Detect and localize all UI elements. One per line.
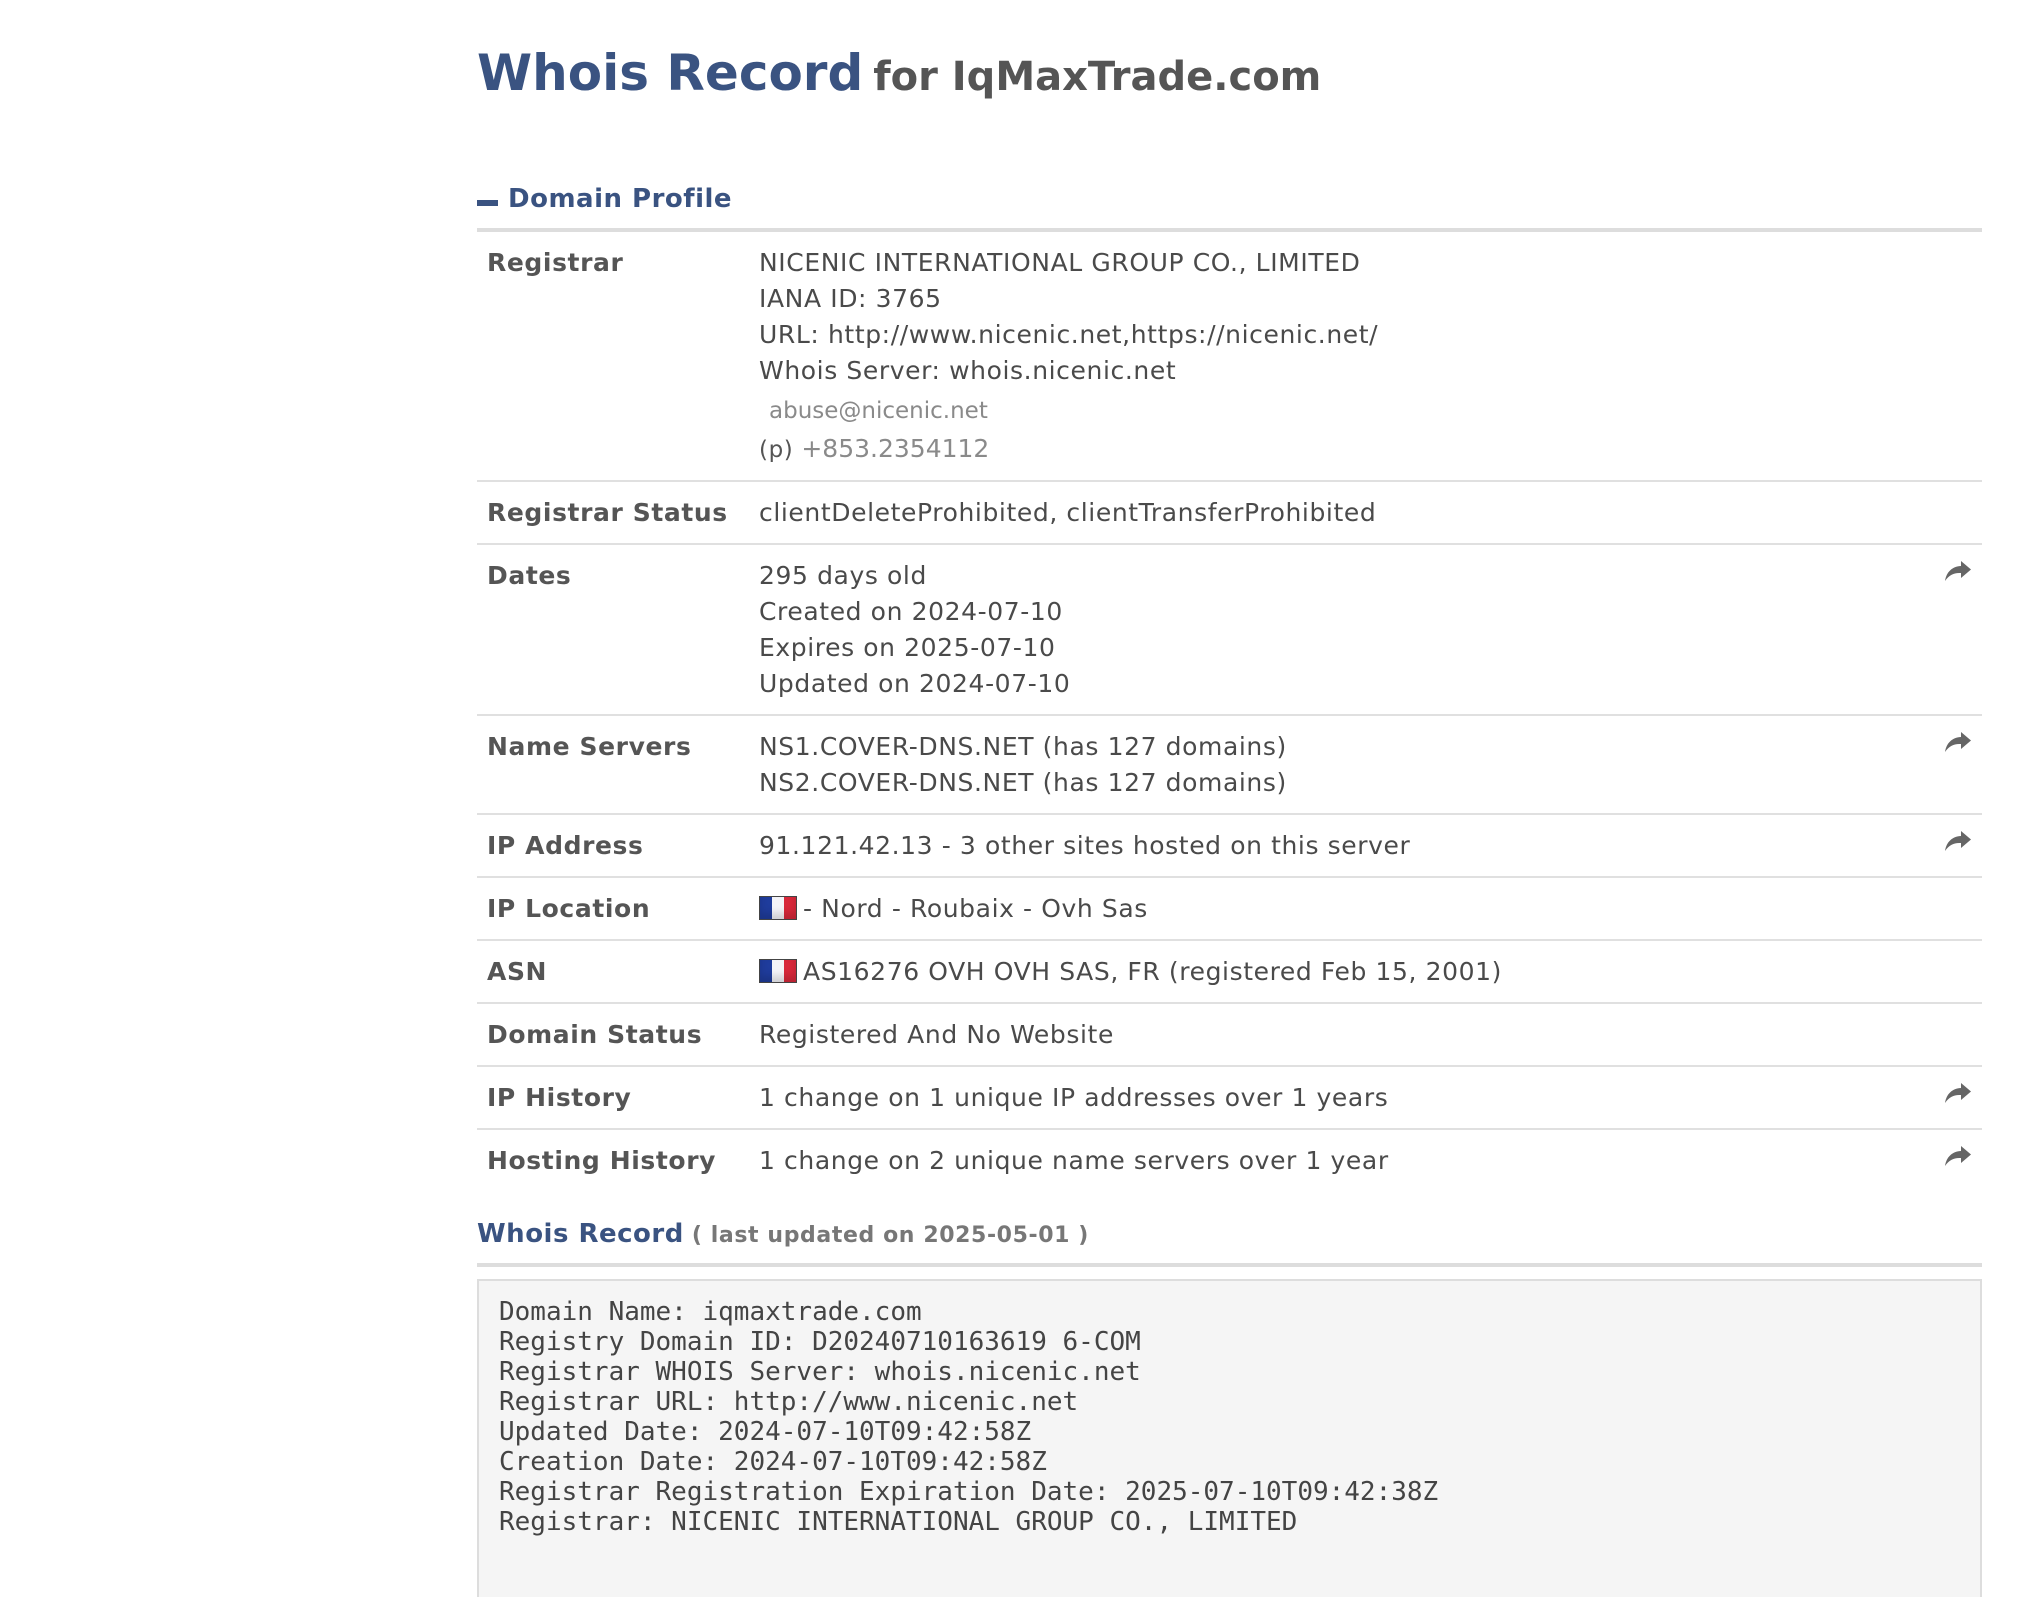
registrar-phone: +853.2354112 (801, 434, 990, 463)
ip-address-row (477, 814, 1982, 877)
raw-line-registry-domain-id: Registry Domain ID: D20240710163619 6-COM (499, 1327, 1141, 1357)
dates-row (477, 544, 1982, 715)
registrar-status-row (477, 481, 1982, 544)
dates-label: Dates (477, 544, 749, 715)
domain-status-row (477, 1003, 1982, 1066)
raw-line-registrar-whois-server: Registrar WHOIS Server: whois.nicenic.net (499, 1357, 1141, 1387)
france-flag-icon (759, 896, 797, 920)
registrar-row (477, 232, 1982, 481)
page-title-main: Whois Record (477, 44, 864, 102)
asn-row (477, 940, 1982, 1003)
asn-value (749, 940, 1922, 1003)
ip-address-label: IP Address (477, 814, 749, 877)
page-title (477, 44, 1982, 120)
asn-text: AS16276 OVH OVH SAS, FR (registered Feb 15, 2001) (803, 957, 1503, 986)
name-server-1: NS1.COVER-DNS.NET (has 127 domains) (759, 732, 1287, 761)
whois-page (477, 44, 1982, 1597)
name-server-2: NS2.COVER-DNS.NET (has 127 domains) (759, 768, 1287, 797)
raw-line-creation-date: Creation Date: 2024-07-10T09:42:58Z (499, 1447, 1047, 1477)
expires-date: Expires on 2025-07-10 (759, 633, 1056, 662)
registrar-abuse-email: abuse@nicenic.net (769, 398, 988, 424)
ip-location-text: - Nord - Roubaix - Ovh Sas (803, 894, 1148, 923)
hosting-history-label: Hosting History (487, 1146, 717, 1175)
domain-profile-toggle[interactable] (477, 184, 1982, 232)
created-date: Created on 2024-07-10 (759, 597, 1063, 626)
raw-line-registrar-url: Registrar URL: http://www.nicenic.net (499, 1387, 1079, 1417)
ip-location-row (477, 877, 1982, 940)
registrar-value (749, 232, 1922, 481)
raw-whois-record (477, 1279, 1982, 1597)
whois-record-updated: ( last updated on 2025-05-01 ) (691, 1223, 1089, 1248)
domain-status-value: Registered And No Website (749, 1003, 1922, 1066)
asn-label: ASN (477, 940, 749, 1003)
raw-line-expiration-date: Registrar Registration Expiration Date: 2025-07-10T09:42:38Z (499, 1477, 1439, 1507)
registrar-label: Registrar (477, 232, 749, 481)
minus-icon[interactable] (477, 200, 498, 206)
page-title-domain: for IqMaxTrade.com (873, 54, 1322, 100)
ip-location-value (749, 877, 1922, 940)
name-servers-value (749, 715, 1922, 814)
share-arrow-icon[interactable] (1944, 558, 1972, 582)
name-servers-row (477, 715, 1982, 814)
dates-value (749, 544, 1922, 715)
ip-history-value: 1 change on 1 unique IP addresses over 1 years (749, 1066, 1922, 1129)
registrar-phone-line (759, 431, 1912, 468)
domain-age: 295 days old (759, 561, 927, 590)
domain-status-label: Domain Status (477, 1003, 749, 1066)
phone-prefix: (p) (759, 437, 794, 463)
registrar-name: NICENIC INTERNATIONAL GROUP CO., LIMITED (759, 248, 1361, 277)
raw-line-domain-name: Domain Name: iqmaxtrade.com (499, 1297, 922, 1327)
domain-profile-title: Domain Profile (508, 184, 733, 214)
hosting-history-value: 1 change on 2 unique name servers over 1 year (759, 1146, 1389, 1175)
whois-record-title: Whois Record (477, 1219, 684, 1249)
registrar-url: URL: http://www.nicenic.net,https://nicenic.net/ (759, 320, 1379, 349)
registrar-whois-server: Whois Server: whois.nicenic.net (759, 356, 1177, 385)
share-arrow-icon[interactable] (1944, 828, 1972, 852)
raw-line-registrar: Registrar: NICENIC INTERNATIONAL GROUP CO., LIMITED (499, 1507, 1298, 1537)
registrar-status-label: Registrar Status (477, 481, 749, 544)
ip-history-row (477, 1066, 1982, 1129)
name-servers-label: Name Servers (477, 715, 749, 814)
ip-address-value: 91.121.42.13 - 3 other sites hosted on this server (749, 814, 1922, 877)
share-arrow-icon[interactable] (1944, 729, 1972, 753)
registrar-iana-id: IANA ID: 3765 (759, 284, 942, 313)
domain-profile-table (477, 232, 1982, 1191)
raw-line-updated-date: Updated Date: 2024-07-10T09:42:58Z (499, 1417, 1032, 1447)
france-flag-icon (759, 959, 797, 983)
registrar-status-value: clientDeleteProhibited, clientTransferProhibited (749, 481, 1922, 544)
hosting-history-row (477, 1129, 1982, 1191)
share-arrow-icon[interactable] (1944, 1143, 1972, 1167)
ip-history-label: IP History (477, 1066, 749, 1129)
updated-date: Updated on 2024-07-10 (759, 669, 1071, 698)
whois-record-header (477, 1219, 1982, 1267)
ip-location-label: IP Location (477, 877, 749, 940)
share-arrow-icon[interactable] (1944, 1080, 1972, 1104)
